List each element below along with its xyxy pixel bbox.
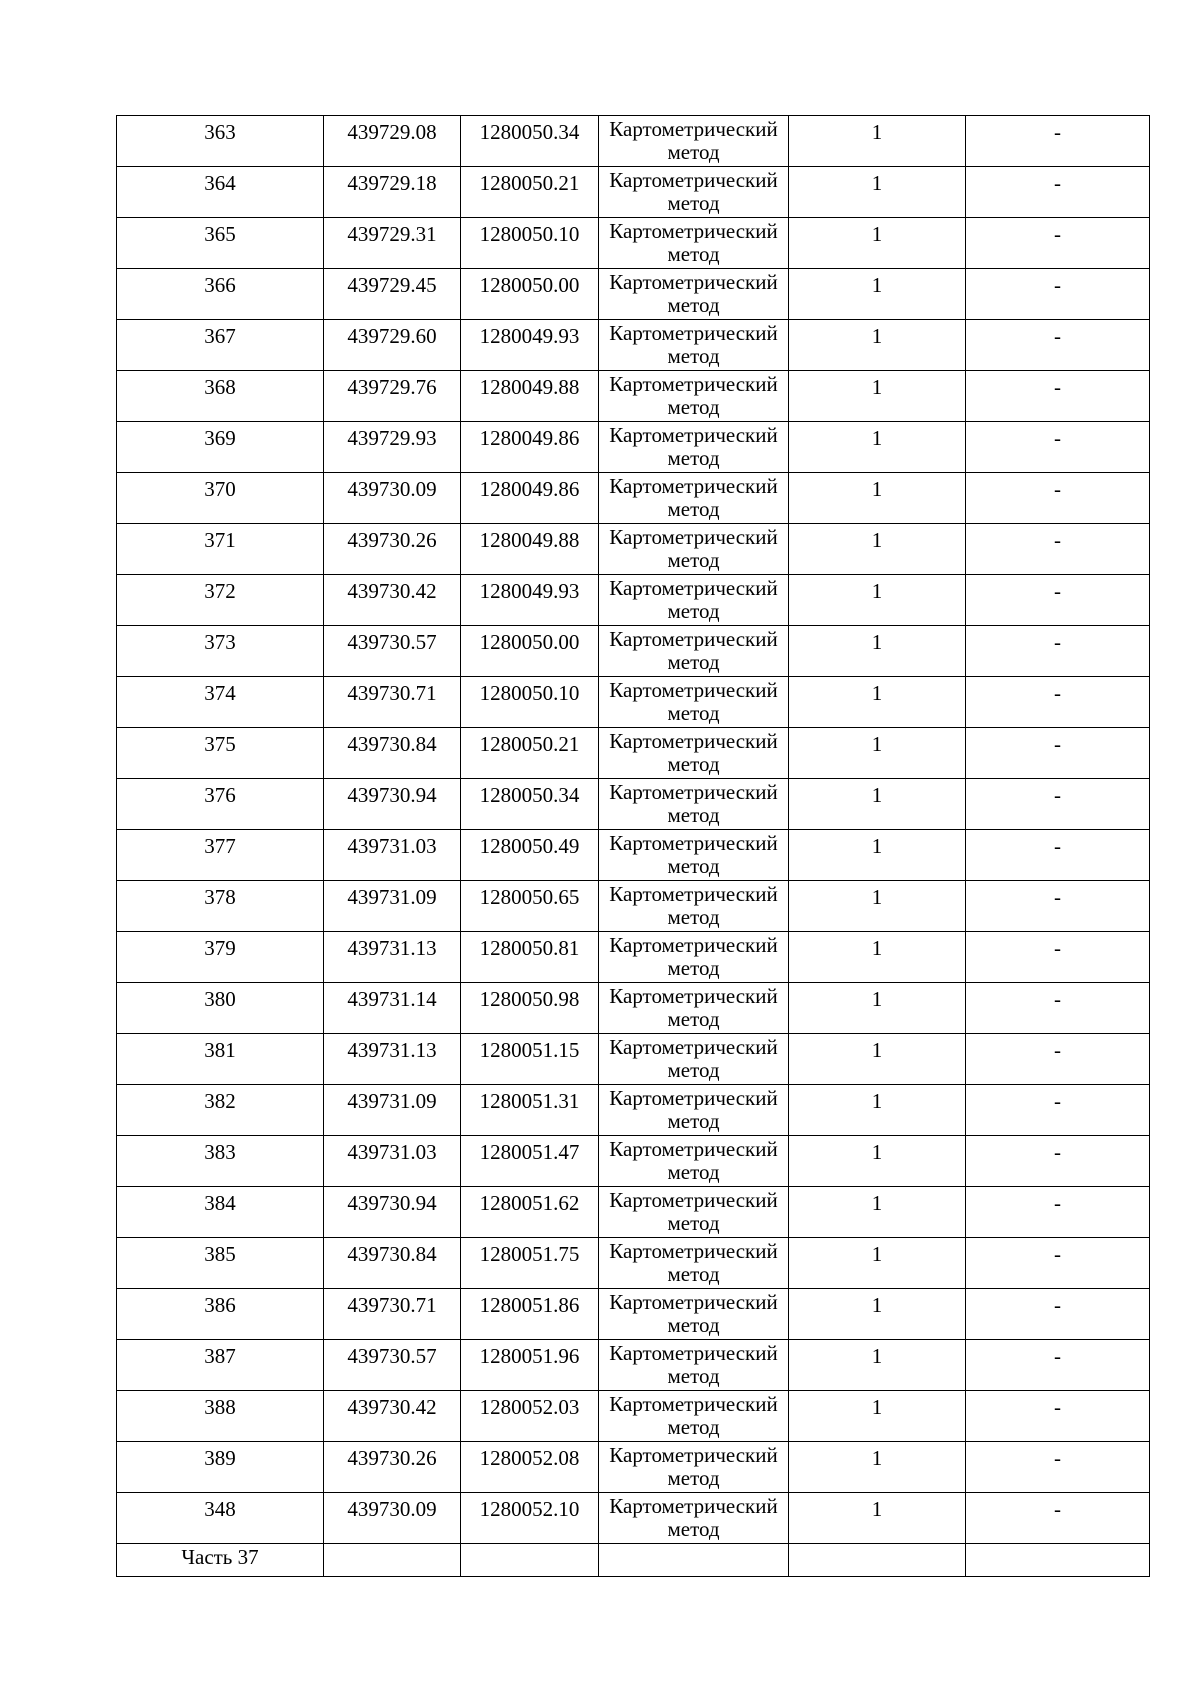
description-cell: - xyxy=(966,1289,1150,1340)
table-row xyxy=(117,1238,1150,1289)
accuracy-cell: 1 xyxy=(789,422,966,473)
accuracy-cell: 1 xyxy=(789,779,966,830)
method-text-line2: метод xyxy=(667,1466,720,1490)
point-number-cell: 368 xyxy=(117,371,324,422)
x-coordinate-cell: 439730.26 xyxy=(324,524,461,575)
accuracy-cell: 1 xyxy=(789,830,966,881)
empty-cell xyxy=(789,1544,966,1577)
table-row xyxy=(117,524,1150,575)
method-text-line2: метод xyxy=(667,650,720,674)
point-number-cell: 366 xyxy=(117,269,324,320)
point-number-cell: 364 xyxy=(117,167,324,218)
y-coordinate-cell: 1280049.86 xyxy=(461,422,599,473)
method-text-line2: метод xyxy=(667,1058,720,1082)
accuracy-cell: 1 xyxy=(789,371,966,422)
x-coordinate-cell: 439729.45 xyxy=(324,269,461,320)
method-text-line1: Картометрический xyxy=(609,1494,778,1518)
description-cell: - xyxy=(966,422,1150,473)
description-cell: - xyxy=(966,575,1150,626)
table-footer-row xyxy=(117,1544,1150,1577)
point-number-cell: 367 xyxy=(117,320,324,371)
description-cell: - xyxy=(966,473,1150,524)
y-coordinate-cell: 1280050.65 xyxy=(461,881,599,932)
x-coordinate-cell: 439730.71 xyxy=(324,1289,461,1340)
accuracy-cell: 1 xyxy=(789,218,966,269)
method-cell xyxy=(599,1289,789,1340)
table-row xyxy=(117,473,1150,524)
method-text-line2: метод xyxy=(667,497,720,521)
point-number-cell: 370 xyxy=(117,473,324,524)
x-coordinate-cell: 439731.03 xyxy=(324,830,461,881)
description-cell: - xyxy=(966,677,1150,728)
y-coordinate-cell: 1280050.49 xyxy=(461,830,599,881)
accuracy-cell: 1 xyxy=(789,881,966,932)
point-number-cell: 386 xyxy=(117,1289,324,1340)
table-row xyxy=(117,422,1150,473)
description-cell: - xyxy=(966,116,1150,167)
y-coordinate-cell: 1280049.93 xyxy=(461,575,599,626)
table-row xyxy=(117,1340,1150,1391)
method-text-line1: Картометрический xyxy=(609,270,778,294)
x-coordinate-cell: 439729.60 xyxy=(324,320,461,371)
description-cell: - xyxy=(966,932,1150,983)
method-cell xyxy=(599,320,789,371)
table-row xyxy=(117,320,1150,371)
method-cell xyxy=(599,575,789,626)
y-coordinate-cell: 1280051.62 xyxy=(461,1187,599,1238)
x-coordinate-cell: 439730.84 xyxy=(324,728,461,779)
x-coordinate-cell: 439731.14 xyxy=(324,983,461,1034)
method-text-line2: метод xyxy=(667,446,720,470)
table-row xyxy=(117,1187,1150,1238)
point-number-cell: 376 xyxy=(117,779,324,830)
x-coordinate-cell: 439730.57 xyxy=(324,626,461,677)
accuracy-cell: 1 xyxy=(789,167,966,218)
description-cell: - xyxy=(966,1493,1150,1544)
description-cell: - xyxy=(966,1238,1150,1289)
point-number-cell: 372 xyxy=(117,575,324,626)
accuracy-cell: 1 xyxy=(789,626,966,677)
table-row xyxy=(117,1493,1150,1544)
accuracy-cell: 1 xyxy=(789,1034,966,1085)
y-coordinate-cell: 1280051.47 xyxy=(461,1136,599,1187)
table-row xyxy=(117,1034,1150,1085)
method-text-line2: метод xyxy=(667,1160,720,1184)
method-cell xyxy=(599,881,789,932)
method-text-line1: Картометрический xyxy=(609,627,778,651)
accuracy-cell: 1 xyxy=(789,1391,966,1442)
point-number-cell: 378 xyxy=(117,881,324,932)
x-coordinate-cell: 439731.03 xyxy=(324,1136,461,1187)
method-text-line2: метод xyxy=(667,1262,720,1286)
method-cell xyxy=(599,524,789,575)
y-coordinate-cell: 1280051.75 xyxy=(461,1238,599,1289)
method-text-line1: Картометрический xyxy=(609,1341,778,1365)
point-number-cell: 374 xyxy=(117,677,324,728)
y-coordinate-cell: 1280051.15 xyxy=(461,1034,599,1085)
description-cell: - xyxy=(966,728,1150,779)
accuracy-cell: 1 xyxy=(789,524,966,575)
method-text-line2: метод xyxy=(667,1415,720,1439)
accuracy-cell: 1 xyxy=(789,1085,966,1136)
point-number-cell: 379 xyxy=(117,932,324,983)
point-number-cell: 382 xyxy=(117,1085,324,1136)
method-text-line1: Картометрический xyxy=(609,1239,778,1263)
y-coordinate-cell: 1280052.03 xyxy=(461,1391,599,1442)
point-number-cell: 383 xyxy=(117,1136,324,1187)
table-row xyxy=(117,371,1150,422)
description-cell: - xyxy=(966,320,1150,371)
description-cell: - xyxy=(966,983,1150,1034)
point-number-cell: 380 xyxy=(117,983,324,1034)
table-row xyxy=(117,626,1150,677)
y-coordinate-cell: 1280050.98 xyxy=(461,983,599,1034)
method-cell xyxy=(599,1340,789,1391)
method-text-line2: метод xyxy=(667,854,720,878)
table-row xyxy=(117,575,1150,626)
method-text-line1: Картометрический xyxy=(609,168,778,192)
x-coordinate-cell: 439730.42 xyxy=(324,575,461,626)
description-cell: - xyxy=(966,830,1150,881)
description-cell: - xyxy=(966,1136,1150,1187)
point-number-cell: 384 xyxy=(117,1187,324,1238)
description-cell: - xyxy=(966,167,1150,218)
method-cell xyxy=(599,677,789,728)
y-coordinate-cell: 1280049.88 xyxy=(461,371,599,422)
point-number-cell: 369 xyxy=(117,422,324,473)
table-row xyxy=(117,881,1150,932)
method-text-line1: Картометрический xyxy=(609,1137,778,1161)
y-coordinate-cell: 1280049.86 xyxy=(461,473,599,524)
method-text-line2: метод xyxy=(667,140,720,164)
x-coordinate-cell: 439730.94 xyxy=(324,779,461,830)
method-cell xyxy=(599,1085,789,1136)
method-text-line1: Картометрический xyxy=(609,1290,778,1314)
part-label-cell: Часть 37 xyxy=(117,1544,324,1577)
point-number-cell: 373 xyxy=(117,626,324,677)
point-number-cell: 381 xyxy=(117,1034,324,1085)
method-text-line2: метод xyxy=(667,956,720,980)
description-cell: - xyxy=(966,1391,1150,1442)
method-cell xyxy=(599,422,789,473)
method-text-line2: метод xyxy=(667,1007,720,1031)
description-cell: - xyxy=(966,1085,1150,1136)
x-coordinate-cell: 439730.84 xyxy=(324,1238,461,1289)
y-coordinate-cell: 1280049.93 xyxy=(461,320,599,371)
x-coordinate-cell: 439730.42 xyxy=(324,1391,461,1442)
y-coordinate-cell: 1280052.10 xyxy=(461,1493,599,1544)
table-row xyxy=(117,779,1150,830)
x-coordinate-cell: 439730.71 xyxy=(324,677,461,728)
y-coordinate-cell: 1280050.10 xyxy=(461,677,599,728)
method-text-line2: метод xyxy=(667,599,720,623)
x-coordinate-cell: 439731.09 xyxy=(324,881,461,932)
empty-cell xyxy=(324,1544,461,1577)
table-row xyxy=(117,1136,1150,1187)
accuracy-cell: 1 xyxy=(789,932,966,983)
point-number-cell: 377 xyxy=(117,830,324,881)
method-cell xyxy=(599,830,789,881)
y-coordinate-cell: 1280050.21 xyxy=(461,167,599,218)
accuracy-cell: 1 xyxy=(789,473,966,524)
description-cell: - xyxy=(966,1187,1150,1238)
method-cell xyxy=(599,218,789,269)
method-cell xyxy=(599,983,789,1034)
accuracy-cell: 1 xyxy=(789,269,966,320)
description-cell: - xyxy=(966,881,1150,932)
method-text-line1: Картометрический xyxy=(609,117,778,141)
table-row xyxy=(117,269,1150,320)
description-cell: - xyxy=(966,1442,1150,1493)
method-cell xyxy=(599,1442,789,1493)
table-row xyxy=(117,1442,1150,1493)
accuracy-cell: 1 xyxy=(789,1340,966,1391)
method-text-line1: Картометрический xyxy=(609,1392,778,1416)
method-text-line2: метод xyxy=(667,803,720,827)
table-row xyxy=(117,167,1150,218)
description-cell: - xyxy=(966,626,1150,677)
method-cell xyxy=(599,1391,789,1442)
method-cell xyxy=(599,1034,789,1085)
method-text-line1: Картометрический xyxy=(609,474,778,498)
table-row xyxy=(117,218,1150,269)
x-coordinate-cell: 439730.26 xyxy=(324,1442,461,1493)
y-coordinate-cell: 1280051.31 xyxy=(461,1085,599,1136)
method-text-line2: метод xyxy=(667,1517,720,1541)
x-coordinate-cell: 439729.31 xyxy=(324,218,461,269)
method-cell xyxy=(599,371,789,422)
description-cell: - xyxy=(966,1340,1150,1391)
point-number-cell: 348 xyxy=(117,1493,324,1544)
x-coordinate-cell: 439731.13 xyxy=(324,1034,461,1085)
accuracy-cell: 1 xyxy=(789,1187,966,1238)
method-cell xyxy=(599,1493,789,1544)
x-coordinate-cell: 439730.09 xyxy=(324,1493,461,1544)
accuracy-cell: 1 xyxy=(789,983,966,1034)
method-text-line2: метод xyxy=(667,293,720,317)
y-coordinate-cell: 1280050.34 xyxy=(461,116,599,167)
y-coordinate-cell: 1280050.21 xyxy=(461,728,599,779)
method-text-line2: метод xyxy=(667,1211,720,1235)
empty-cell xyxy=(461,1544,599,1577)
accuracy-cell: 1 xyxy=(789,1238,966,1289)
table-row xyxy=(117,983,1150,1034)
y-coordinate-cell: 1280051.96 xyxy=(461,1340,599,1391)
method-cell xyxy=(599,269,789,320)
method-text-line1: Картометрический xyxy=(609,678,778,702)
method-text-line1: Картометрический xyxy=(609,525,778,549)
table-row xyxy=(117,1391,1150,1442)
description-cell: - xyxy=(966,1034,1150,1085)
x-coordinate-cell: 439729.08 xyxy=(324,116,461,167)
method-text-line1: Картометрический xyxy=(609,729,778,753)
accuracy-cell: 1 xyxy=(789,575,966,626)
accuracy-cell: 1 xyxy=(789,116,966,167)
method-text-line1: Картометрический xyxy=(609,780,778,804)
method-text-line1: Картометрический xyxy=(609,1035,778,1059)
empty-cell xyxy=(599,1544,789,1577)
y-coordinate-cell: 1280051.86 xyxy=(461,1289,599,1340)
y-coordinate-cell: 1280050.10 xyxy=(461,218,599,269)
method-cell xyxy=(599,626,789,677)
table-row xyxy=(117,1085,1150,1136)
method-cell xyxy=(599,1238,789,1289)
coordinates-table-body xyxy=(117,116,1150,1577)
accuracy-cell: 1 xyxy=(789,1442,966,1493)
x-coordinate-cell: 439731.09 xyxy=(324,1085,461,1136)
method-text-line1: Картометрический xyxy=(609,1188,778,1212)
table-row xyxy=(117,830,1150,881)
method-cell xyxy=(599,779,789,830)
method-text-line2: метод xyxy=(667,1109,720,1133)
x-coordinate-cell: 439729.93 xyxy=(324,422,461,473)
accuracy-cell: 1 xyxy=(789,1289,966,1340)
table-row xyxy=(117,677,1150,728)
x-coordinate-cell: 439730.09 xyxy=(324,473,461,524)
description-cell: - xyxy=(966,524,1150,575)
method-text-line1: Картометрический xyxy=(609,372,778,396)
x-coordinate-cell: 439730.57 xyxy=(324,1340,461,1391)
method-text-line2: метод xyxy=(667,701,720,725)
y-coordinate-cell: 1280050.00 xyxy=(461,626,599,677)
method-text-line1: Картометрический xyxy=(609,984,778,1008)
y-coordinate-cell: 1280049.88 xyxy=(461,524,599,575)
point-number-cell: 385 xyxy=(117,1238,324,1289)
accuracy-cell: 1 xyxy=(789,728,966,779)
x-coordinate-cell: 439729.76 xyxy=(324,371,461,422)
point-number-cell: 371 xyxy=(117,524,324,575)
method-text-line2: метод xyxy=(667,752,720,776)
method-text-line2: метод xyxy=(667,344,720,368)
method-text-line1: Картометрический xyxy=(609,1443,778,1467)
method-text-line1: Картометрический xyxy=(609,933,778,957)
method-text-line2: метод xyxy=(667,905,720,929)
table-row xyxy=(117,728,1150,779)
y-coordinate-cell: 1280050.81 xyxy=(461,932,599,983)
coordinates-table xyxy=(116,115,1150,1577)
x-coordinate-cell: 439730.94 xyxy=(324,1187,461,1238)
method-cell xyxy=(599,1136,789,1187)
method-cell xyxy=(599,167,789,218)
point-number-cell: 388 xyxy=(117,1391,324,1442)
description-cell: - xyxy=(966,218,1150,269)
table-row xyxy=(117,1289,1150,1340)
method-text-line1: Картометрический xyxy=(609,1086,778,1110)
table-row xyxy=(117,932,1150,983)
method-text-line1: Картометрический xyxy=(609,576,778,600)
method-text-line1: Картометрический xyxy=(609,423,778,447)
method-text-line2: метод xyxy=(667,395,720,419)
point-number-cell: 389 xyxy=(117,1442,324,1493)
method-text-line2: метод xyxy=(667,548,720,572)
point-number-cell: 365 xyxy=(117,218,324,269)
description-cell: - xyxy=(966,371,1150,422)
accuracy-cell: 1 xyxy=(789,320,966,371)
accuracy-cell: 1 xyxy=(789,1493,966,1544)
point-number-cell: 363 xyxy=(117,116,324,167)
point-number-cell: 387 xyxy=(117,1340,324,1391)
x-coordinate-cell: 439729.18 xyxy=(324,167,461,218)
y-coordinate-cell: 1280052.08 xyxy=(461,1442,599,1493)
accuracy-cell: 1 xyxy=(789,1136,966,1187)
empty-cell xyxy=(966,1544,1150,1577)
method-text-line1: Картометрический xyxy=(609,219,778,243)
method-cell xyxy=(599,116,789,167)
method-text-line1: Картометрический xyxy=(609,882,778,906)
y-coordinate-cell: 1280050.00 xyxy=(461,269,599,320)
method-cell xyxy=(599,932,789,983)
method-cell xyxy=(599,473,789,524)
point-number-cell: 375 xyxy=(117,728,324,779)
method-cell xyxy=(599,728,789,779)
description-cell: - xyxy=(966,779,1150,830)
method-text-line1: Картометрический xyxy=(609,321,778,345)
description-cell: - xyxy=(966,269,1150,320)
accuracy-cell: 1 xyxy=(789,677,966,728)
x-coordinate-cell: 439731.13 xyxy=(324,932,461,983)
method-cell xyxy=(599,1187,789,1238)
method-text-line2: метод xyxy=(667,191,720,215)
table-row xyxy=(117,116,1150,167)
method-text-line2: метод xyxy=(667,242,720,266)
method-text-line2: метод xyxy=(667,1313,720,1337)
method-text-line2: метод xyxy=(667,1364,720,1388)
method-text-line1: Картометрический xyxy=(609,831,778,855)
y-coordinate-cell: 1280050.34 xyxy=(461,779,599,830)
